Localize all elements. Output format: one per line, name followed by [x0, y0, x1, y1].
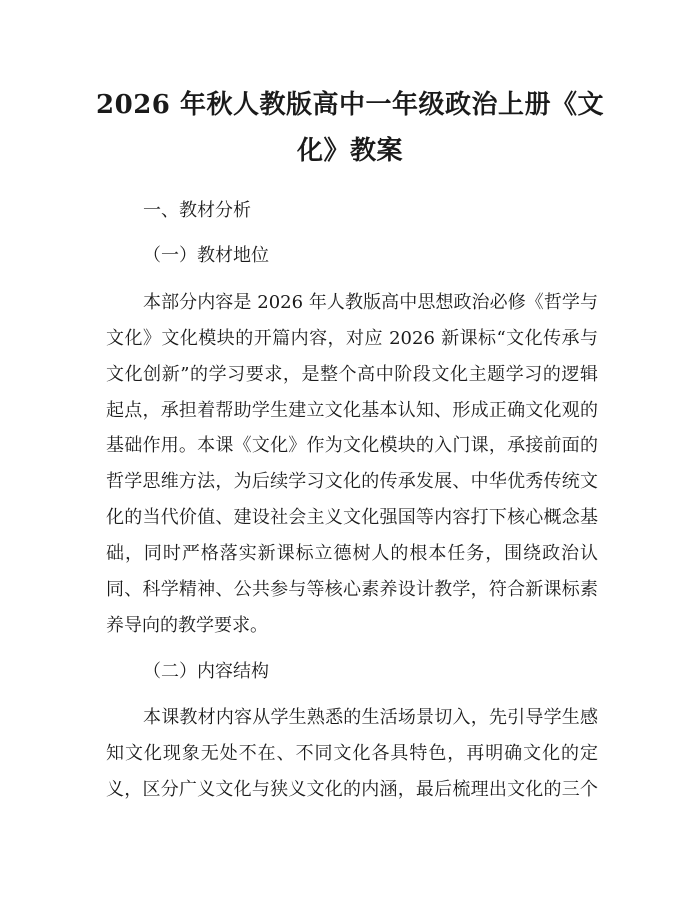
- paragraph-2-line: 本课教材内容从学生熟悉的生活场景切入，先引导学生感: [143, 707, 598, 728]
- subsection-heading-textbook-position: （一）教材地位: [143, 245, 269, 266]
- section-heading-textbook-analysis: 一、教材分析: [143, 200, 251, 221]
- subsection-heading-content-structure: （二）内容结构: [143, 661, 269, 682]
- paragraph-1-line: 养导向的教学要求。: [106, 615, 268, 636]
- paragraph-1-line: 化的当代价值、建设社会主义文化强国等内容打下核心概念基: [106, 507, 598, 528]
- paragraph-1-line: 同、科学精神、公共参与等核心素养设计教学，符合新课标素: [106, 579, 598, 600]
- paragraph-1-line: 本部分内容是 2026 年人教版高中思想政治必修《哲学与: [143, 292, 598, 313]
- document-title-line-2: 化》教案: [296, 136, 403, 166]
- paragraph-2-line: 义，区分广义文化与狭义文化的内涵，最后梳理出文化的三个: [106, 779, 598, 800]
- paragraph-1-line: 文化创新”的学习要求，是整个高中阶段文化主题学习的逻辑: [106, 364, 598, 385]
- paragraph-1-line: 文化》文化模块的开篇内容，对应 2026 新课标“文化传承与: [106, 328, 598, 349]
- paragraph-1-line: 起点，承担着帮助学生建立文化基本认知、形成正确文化观的: [106, 400, 598, 421]
- paragraph-1-line: 础，同时严格落实新课标立德树人的根本任务，围绕政治认: [106, 543, 598, 564]
- paragraph-1-line: 哲学思维方法，为后续学习文化的传承发展、中华优秀传统文: [106, 471, 598, 492]
- paragraph-1-line: 基础作用。本课《文化》作为文化模块的入门课，承接前面的: [106, 435, 598, 456]
- document-title-line-1: 2026 年秋人教版高中一年级政治上册《文: [96, 90, 604, 120]
- paragraph-2-line: 知文化现象无处不在、不同文化各具特色，再明确文化的定: [106, 743, 598, 764]
